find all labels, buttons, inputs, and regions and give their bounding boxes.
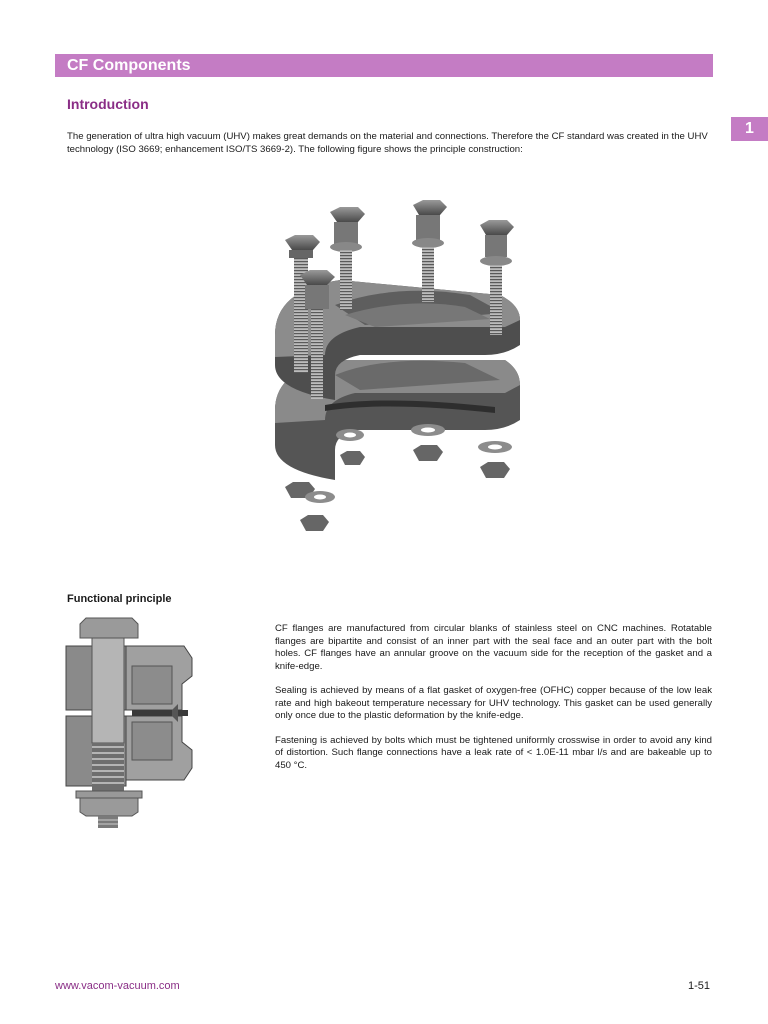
flange-cross-section-figure <box>62 616 202 832</box>
page-number: 1-51 <box>687 980 710 992</box>
introduction-heading: Introduction <box>67 96 149 112</box>
paragraph-sealing: Sealing is achieved by means of a flat gasket of oxygen-free (OFHC) copper because of the low leak rate and high bakeout temperature necessary for UHV technology. This gasket can be used generally only once due to the plastic deformation by the knife-edge. <box>275 685 712 721</box>
introduction-text: The generation of ultra high vacuum (UHV) makes great demands on the material and connections. Therefore the CF standard was created in the UHV technology (ISO 3669; enhancement ISO/TS 3669-2). The following figure shows the principle construction: <box>67 131 708 155</box>
cf-flange-exploded-figure <box>265 195 525 545</box>
bolt-3 <box>412 200 447 302</box>
section-title: CF Components <box>67 57 191 74</box>
section-title-banner <box>55 54 713 77</box>
footer-website-link[interactable]: www.vacom-vacuum.com <box>55 980 180 992</box>
paragraph-fastening: Fastening is achieved by bolts which must be tightened uniformly crosswise in order to avoid any kind of distortion. Such flange connections have a leak rate of < 1.0E-11 mbar l/s and are bakeable up to 450 °C. <box>275 734 712 771</box>
functional-principle-body <box>275 623 712 784</box>
chapter-tab: 1 <box>731 117 768 141</box>
paragraph-manufacturing: CF flanges are manufactured from circular blanks of stainless steel on CNC machines. Rotatable flanges are bipartite and consist of an inner part with the seal face and an outer part with the bolt holes. CF flanges have an annular groove on the vacuum side for the reception of the gasket and a knife-edge. <box>275 623 712 672</box>
functional-principle-heading: Functional principle <box>67 593 172 605</box>
